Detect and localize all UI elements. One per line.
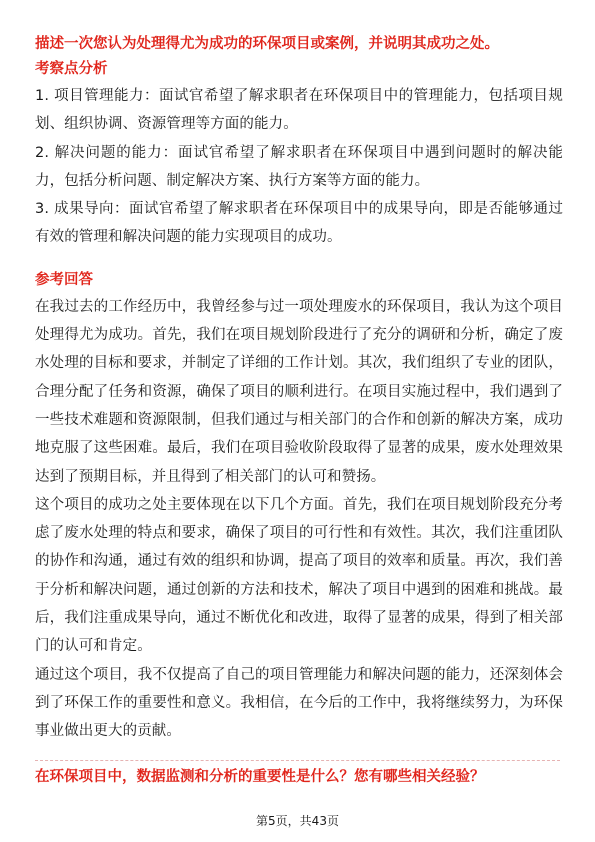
next-question-heading: 在环保项目中，数据监测和分析的重要性是什么？您有哪些相关经验？ bbox=[35, 769, 485, 785]
page-content bbox=[35, 33, 563, 746]
page-footer: 第5页，共43页 bbox=[256, 814, 339, 828]
analysis-title: 考察点分析 bbox=[35, 61, 108, 77]
question-heading: 描述一次您认为处理得尤为成功的环保项目或案例，并说明其成功之处。 bbox=[35, 36, 499, 52]
answer-title: 参考回答 bbox=[35, 271, 93, 288]
analysis-item: 3. 成果导向：面试官希望了解求职者在环保项目中的成果导向，即是否能够通过有效的管理和解决问题的能力实现项目的成功。 bbox=[35, 201, 563, 246]
answer-paragraph: 在我过去的工作经历中，我曾经参与过一项处理废水的环保项目，我认为这个项目处理得尤为成功。首先，我们在项目规划阶段进行了充分的调研和分析，确定了废水处理的目标和要求，并制定了详细的工作计划。其次，我们组织了专业的团队，合理分配了任务和资源，确保了项目的顺利进行。在项目实施过程中，我们遇到了一些技术难题和资源限制，但我们通过与相关部门的合作和创新的解决方案，成功地克服了这些困难。最后，我们在项目验收阶段取得了显著的成果，废水处理效果达到了预期目标，并且得到了相关部门的认可和赞扬。 bbox=[35, 298, 563, 485]
analysis-item: 1. 项目管理能力：面试官希望了解求职者在环保项目中的管理能力，包括项目规划、组织协调、资源管理等方面的能力。 bbox=[35, 88, 563, 133]
analysis-item: 2. 解决问题的能力：面试官希望了解求职者在环保项目中遇到问题时的解决能力，包括分析问题、制定解决方案、执行方案等方面的能力。 bbox=[35, 144, 563, 189]
answer-paragraph: 这个项目的成功之处主要体现在以下几个方面。首先，我们在项目规划阶段充分考虑了废水处理的特点和要求，确保了项目的可行性和有效性。其次，我们注重团队的协作和沟通，通过有效的组织和协调，提高了项目的效率和质量。再次，我们善于分析和解决问题，通过创新的方法和技术，解决了项目中遇到的困难和挑战。最后，我们注重成果导向，通过不断优化和改进，取得了显著的成果，得到了相关部门的认可和肯定。 bbox=[35, 496, 563, 655]
answer-paragraph: 通过这个项目，我不仅提高了自己的项目管理能力和解决问题的能力，还深刻体会到了环保工作的重要性和意义。我相信，在今后的工作中，我将继续努力，为环保事业做出更大的贡献。 bbox=[35, 666, 563, 740]
section-divider bbox=[35, 760, 560, 761]
